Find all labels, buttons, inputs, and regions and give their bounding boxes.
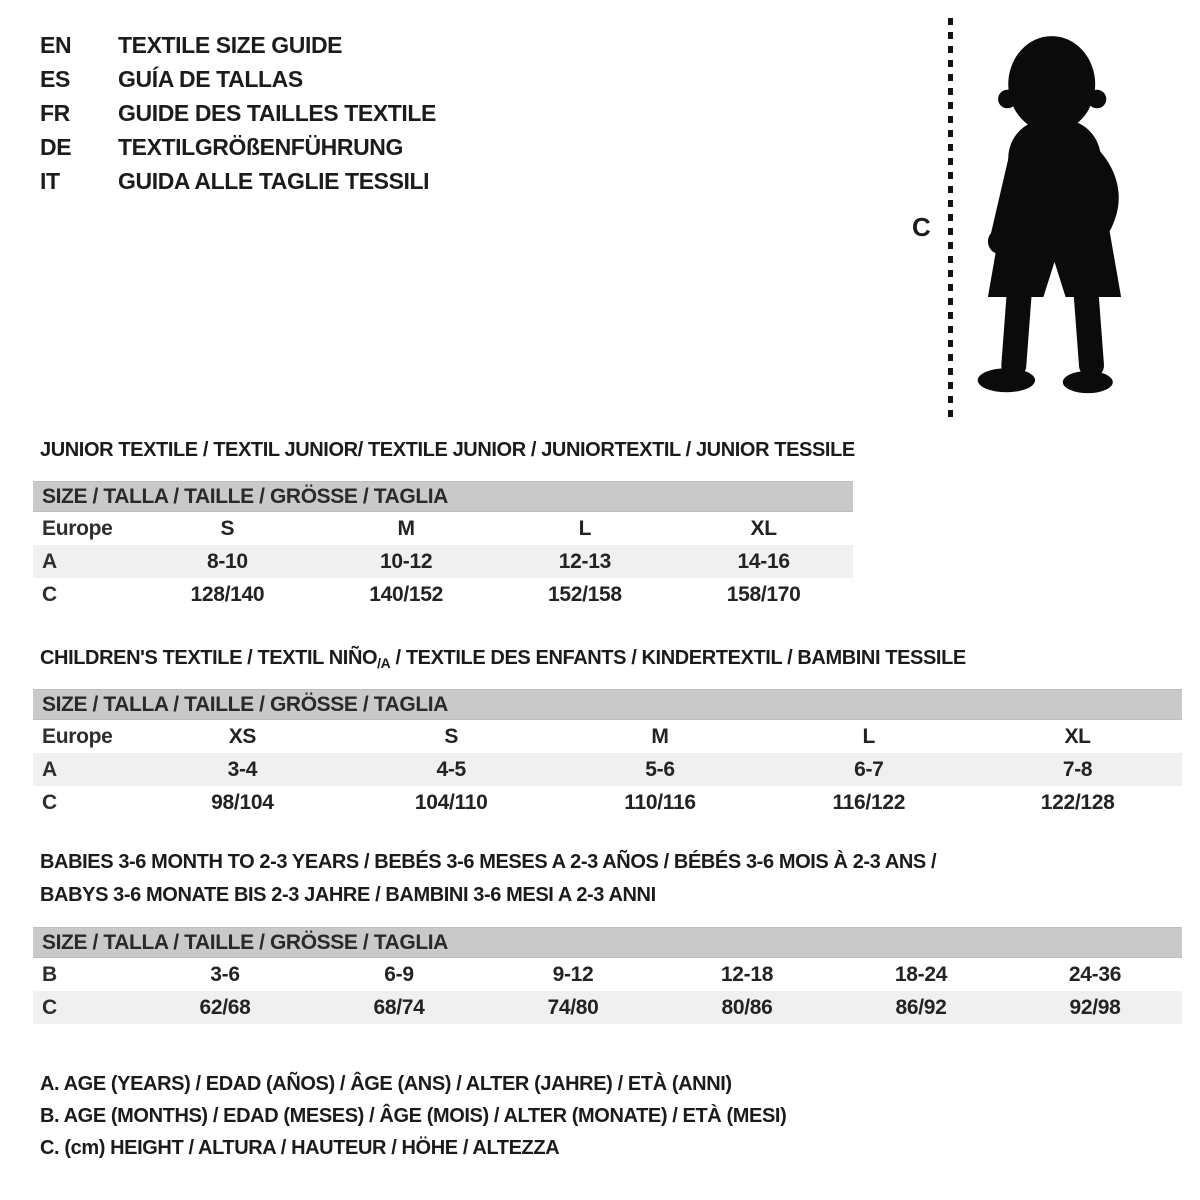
value-cell: 7-8 (1062, 757, 1093, 781)
language-code: IT (40, 167, 60, 194)
language-title: TEXTILGRÖßENFÜHRUNG (118, 133, 403, 160)
legend-line: A. AGE (YEARS) / EDAD (AÑOS) / ÂGE (ANS) / ALTER (JAHRE) / ETÀ (ANNI) (40, 1073, 732, 1095)
row-label: B (42, 962, 57, 986)
size-header-band: SIZE / TALLA / TAILLE / GRÖSSE / TAGLIA (33, 689, 1182, 720)
children-size-table (33, 689, 1182, 819)
language-row (40, 96, 436, 130)
children-section-title (40, 642, 966, 680)
value-cell: 8-10 (206, 549, 248, 573)
value-cell: 62/68 (199, 995, 251, 1019)
table-row (33, 578, 853, 611)
value-cell: 6-7 (854, 757, 884, 781)
value-cell: 12-13 (558, 549, 611, 573)
toddler-silhouette-icon (962, 14, 1147, 419)
size-cell: XL (750, 516, 777, 540)
section-title-text: / TEXTILE DES ENFANTS / KINDERTEXTIL / BAMBINI TESSILE (390, 647, 966, 669)
legend-line: B. AGE (MONTHS) / EDAD (MESES) / ÂGE (MOIS) / ALTER (MONATE) / ETÀ (MESI) (40, 1105, 787, 1127)
row-label: C (42, 995, 57, 1019)
section-title-line: BABYS 3-6 MONATE BIS 2-3 JAHRE / BAMBINI 3-6 MESI A 2-3 ANNI (40, 884, 656, 906)
value-cell: 74/80 (547, 995, 599, 1019)
value-cell: 18-24 (894, 962, 948, 986)
value-cell: 80/86 (721, 995, 773, 1019)
value-cell: 122/128 (1040, 790, 1115, 814)
size-cell: S (444, 724, 459, 748)
value-cell: 92/98 (1069, 995, 1121, 1019)
value-cell: 5-6 (645, 757, 675, 781)
babies-section-title (40, 846, 936, 912)
section-title-subscript: /A (377, 655, 391, 671)
value-cell: 68/74 (373, 995, 425, 1019)
europe-size-row (33, 720, 1182, 753)
section-title-text: JUNIOR TEXTILE / TEXTIL JUNIOR/ TEXTILE JUNIOR / JUNIORTEXTIL / JUNIOR TESSILE (40, 439, 855, 461)
value-cell: 9-12 (552, 962, 594, 986)
size-cell: S (220, 516, 235, 540)
section-title-line: BABIES 3-6 MONTH TO 2-3 YEARS / BEBÉS 3-6 MESES A 2-3 AÑOS / BÉBÉS 3-6 MOIS À 2-3 ANS / (40, 851, 937, 873)
value-cell: 158/170 (726, 582, 801, 606)
height-measure-dashed-line (948, 18, 953, 418)
language-code: EN (40, 31, 72, 58)
legend-line: C. (cm) HEIGHT / ALTURA / HAUTEUR / HÖHE / ALTEZZA (40, 1137, 560, 1159)
value-cell: 6-9 (384, 962, 414, 986)
language-row (40, 62, 436, 96)
size-cell: M (651, 724, 669, 748)
table-row (33, 545, 853, 578)
language-title: GUÍA DE TALLAS (118, 65, 303, 92)
babies-size-table (33, 927, 1182, 1024)
language-code: DE (40, 133, 72, 160)
language-code: ES (40, 65, 70, 92)
size-header-band: SIZE / TALLA / TAILLE / GRÖSSE / TAGLIA (33, 481, 853, 512)
value-cell: 3-6 (210, 962, 240, 986)
language-row (40, 28, 436, 62)
language-row (40, 130, 436, 164)
value-cell: 12-18 (720, 962, 774, 986)
value-cell: 104/110 (414, 790, 488, 814)
row-label: A (42, 549, 57, 573)
row-label: Europe (42, 516, 113, 540)
value-cell: 10-12 (380, 549, 433, 573)
junior-size-table (33, 481, 853, 611)
language-code: FR (40, 99, 70, 126)
europe-size-row (33, 512, 853, 545)
language-title: TEXTILE SIZE GUIDE (118, 31, 343, 58)
value-cell: 116/122 (832, 790, 906, 814)
table-row (33, 991, 1182, 1024)
value-cell: 98/104 (211, 790, 274, 814)
size-cell: XS (228, 724, 257, 748)
language-row (40, 164, 436, 198)
size-cell: M (397, 516, 415, 540)
table-row (33, 786, 1182, 819)
value-cell: 24-36 (1068, 962, 1122, 986)
row-label: A (42, 757, 57, 781)
value-cell: 110/116 (624, 790, 696, 814)
value-cell: 4-5 (436, 757, 466, 781)
table-row (33, 958, 1182, 991)
measurement-legend (40, 1068, 786, 1164)
size-cell: XL (1064, 724, 1091, 748)
size-header-band: SIZE / TALLA / TAILLE / GRÖSSE / TAGLIA (33, 927, 1182, 958)
value-cell: 152/158 (547, 582, 622, 606)
value-cell: 14-16 (737, 549, 790, 573)
table-row (33, 753, 1182, 786)
height-measure-label: C (912, 212, 931, 242)
value-cell: 86/92 (895, 995, 947, 1019)
language-title-list (40, 28, 436, 198)
row-label: C (42, 790, 57, 814)
language-title: GUIDE DES TAILLES TEXTILE (118, 99, 436, 126)
section-title-text: CHILDREN'S TEXTILE / TEXTIL NIÑO (40, 647, 378, 669)
value-cell: 140/152 (369, 582, 444, 606)
size-cell: L (578, 516, 592, 540)
value-cell: 128/140 (190, 582, 265, 606)
junior-section-title (40, 434, 855, 467)
language-title: GUIDA ALLE TAGLIE TESSILI (118, 167, 430, 194)
row-label: Europe (42, 724, 113, 748)
row-label: C (42, 582, 57, 606)
value-cell: 3-4 (227, 757, 258, 781)
size-cell: L (862, 724, 876, 748)
